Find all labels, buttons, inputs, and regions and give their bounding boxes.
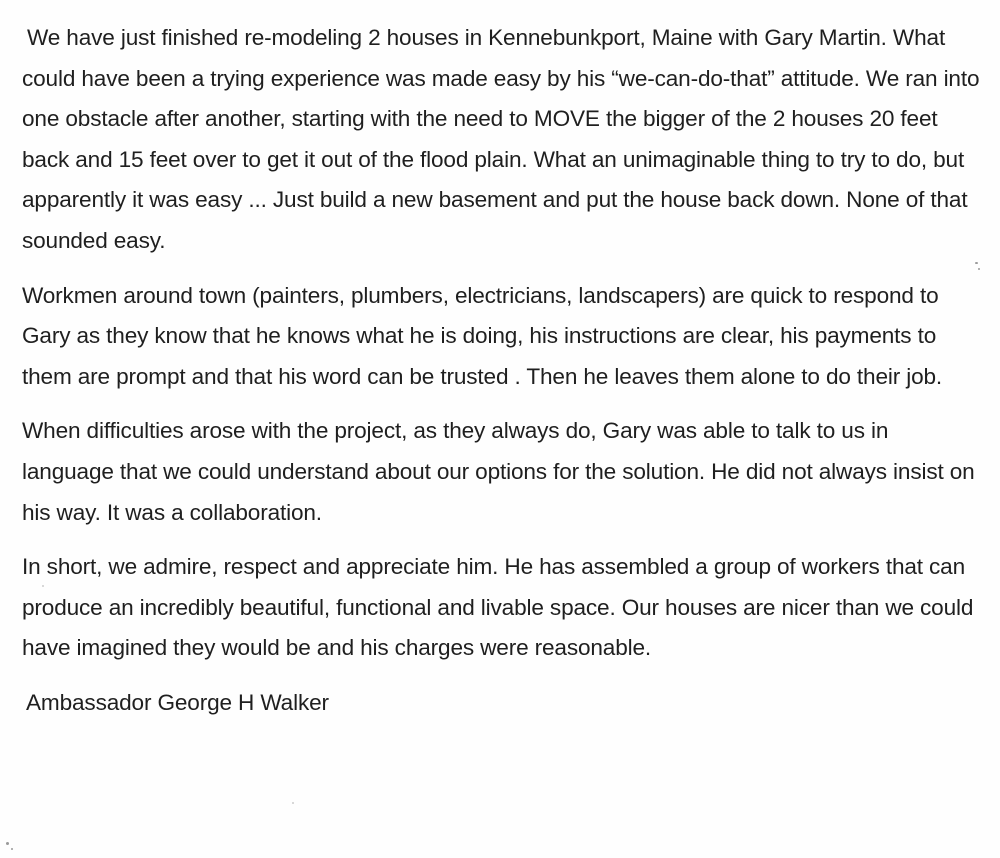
- signature-line: Ambassador George H Walker: [26, 689, 329, 715]
- scan-speck: [292, 802, 294, 804]
- scan-speck: [978, 268, 980, 270]
- scan-speck: [6, 842, 9, 845]
- paragraph-workmen: Workmen around town (painters, plumbers, electricians, landscapers) are quick to respond to Gary as they know that he knows what he is doing, his instructions are clear, his payments to them are prompt and that his word can be trusted . Then he leaves them alone to do their job.: [22, 282, 943, 389]
- scan-speck: [11, 848, 13, 850]
- paragraph-remodeling: We have just finished re-modeling 2 houses in Kennebunkport, Maine with Gary Martin. What could have been a trying experience was made easy by his “we-can-do-that” attitude. We ran into one obstacle after another, starting with the need to MOVE the bigger of the 2 houses 20 feet back and 15 feet over to get it out of the flood plain. What an unimaginable thing to try to do, but apparently it was easy ... Just build a new basement and put the house back down. None of that sounded easy.: [22, 25, 980, 253]
- paragraph-summary: In short, we admire, respect and appreciate him. He has assembled a group of workers that can produce an incredibly beautiful, functional and livable space. Our houses are nicer than we could have imagined they would be and his charges were reasonable.: [22, 554, 974, 661]
- scan-speck: [975, 262, 978, 264]
- scan-speck: [42, 585, 44, 587]
- paragraph-difficulties: When difficulties arose with the project, as they always do, Gary was able to talk to us in language that we could understand about our options for the solution. He did not always insist on his way. It was a collaboration.: [22, 418, 975, 525]
- testimonial-letter: [22, 18, 980, 724]
